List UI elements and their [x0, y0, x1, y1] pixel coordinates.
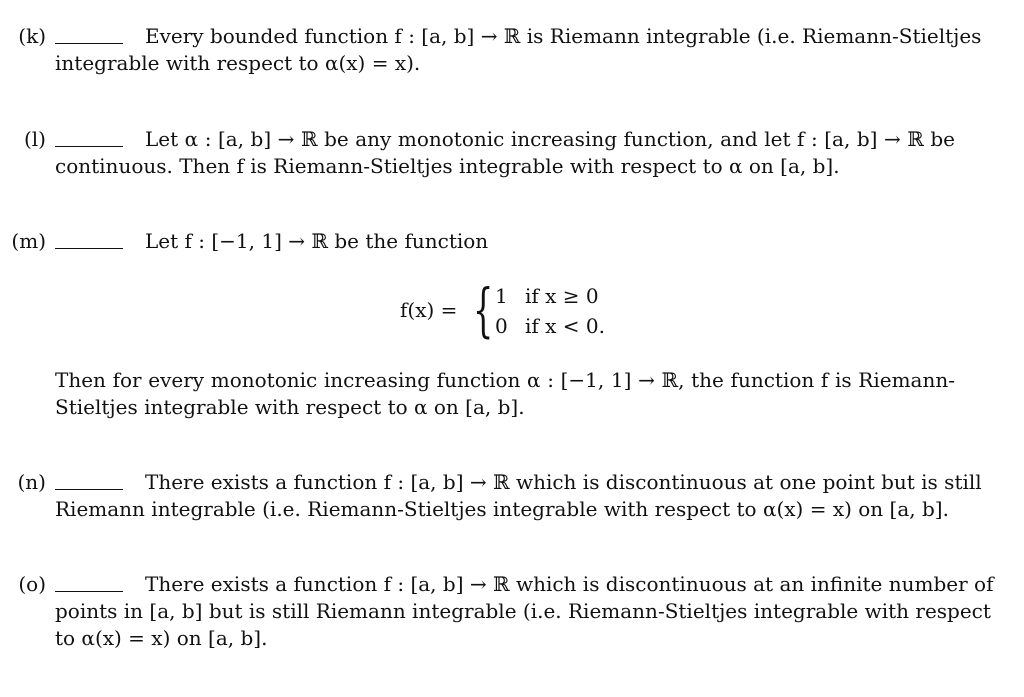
piecewise-definition [400, 276, 610, 344]
piecewise-case [495, 283, 599, 310]
statement-line: Then for every monotonic increasing function α : [−1, 1] → ℝ, the function f is Riemann- [55, 368, 955, 392]
problem-label: (m) [11, 229, 46, 253]
answer-blank[interactable] [55, 23, 123, 44]
case-condition: if x ≥ 0 [525, 284, 599, 308]
case-condition: if x < 0. [525, 314, 605, 338]
answer-blank[interactable] [55, 126, 123, 147]
statement-line: continuous. Then f is Riemann-Stieltjes integrable with respect to α on [a, b]. [55, 154, 840, 178]
statement-line: points in [a, b] but is still Riemann integrable (i.e. Riemann-Stieltjes integrable with respect [55, 599, 991, 623]
problem-label: (o) [18, 572, 46, 596]
statement-line: Every bounded function f : [a, b] → ℝ is Riemann integrable (i.e. Riemann-Stieltjes [145, 24, 982, 48]
case-value: 1 [495, 284, 508, 308]
piecewise-case [495, 313, 605, 340]
answer-blank[interactable] [55, 469, 123, 490]
problem-label: (l) [23, 127, 46, 151]
answer-blank[interactable] [55, 228, 123, 249]
problem-label: (n) [17, 470, 46, 494]
statement-line: There exists a function f : [a, b] → ℝ which is discontinuous at one point but is still [145, 470, 982, 494]
problem-label: (k) [18, 24, 46, 48]
piecewise-lhs: f(x) = [400, 298, 458, 322]
left-brace: { [473, 276, 494, 344]
statement-line: There exists a function f : [a, b] → ℝ which is discontinuous at an infinite number of [145, 572, 994, 596]
statement-line: Let f : [−1, 1] → ℝ be the function [145, 229, 489, 253]
answer-blank[interactable] [55, 571, 123, 592]
statement-line: integrable with respect to α(x) = x). [55, 51, 421, 75]
statement-line: Stieltjes integrable with respect to α on [a, b]. [55, 395, 525, 419]
statement-line: to α(x) = x) on [a, b]. [55, 626, 268, 650]
statement-line: Riemann integrable (i.e. Riemann-Stieltjes integrable with respect to α(x) = x) on [a, b]. [55, 497, 949, 521]
case-value: 0 [495, 314, 508, 338]
statement-line: Let α : [a, b] → ℝ be any monotonic increasing function, and let f : [a, b] → ℝ be [145, 127, 955, 151]
